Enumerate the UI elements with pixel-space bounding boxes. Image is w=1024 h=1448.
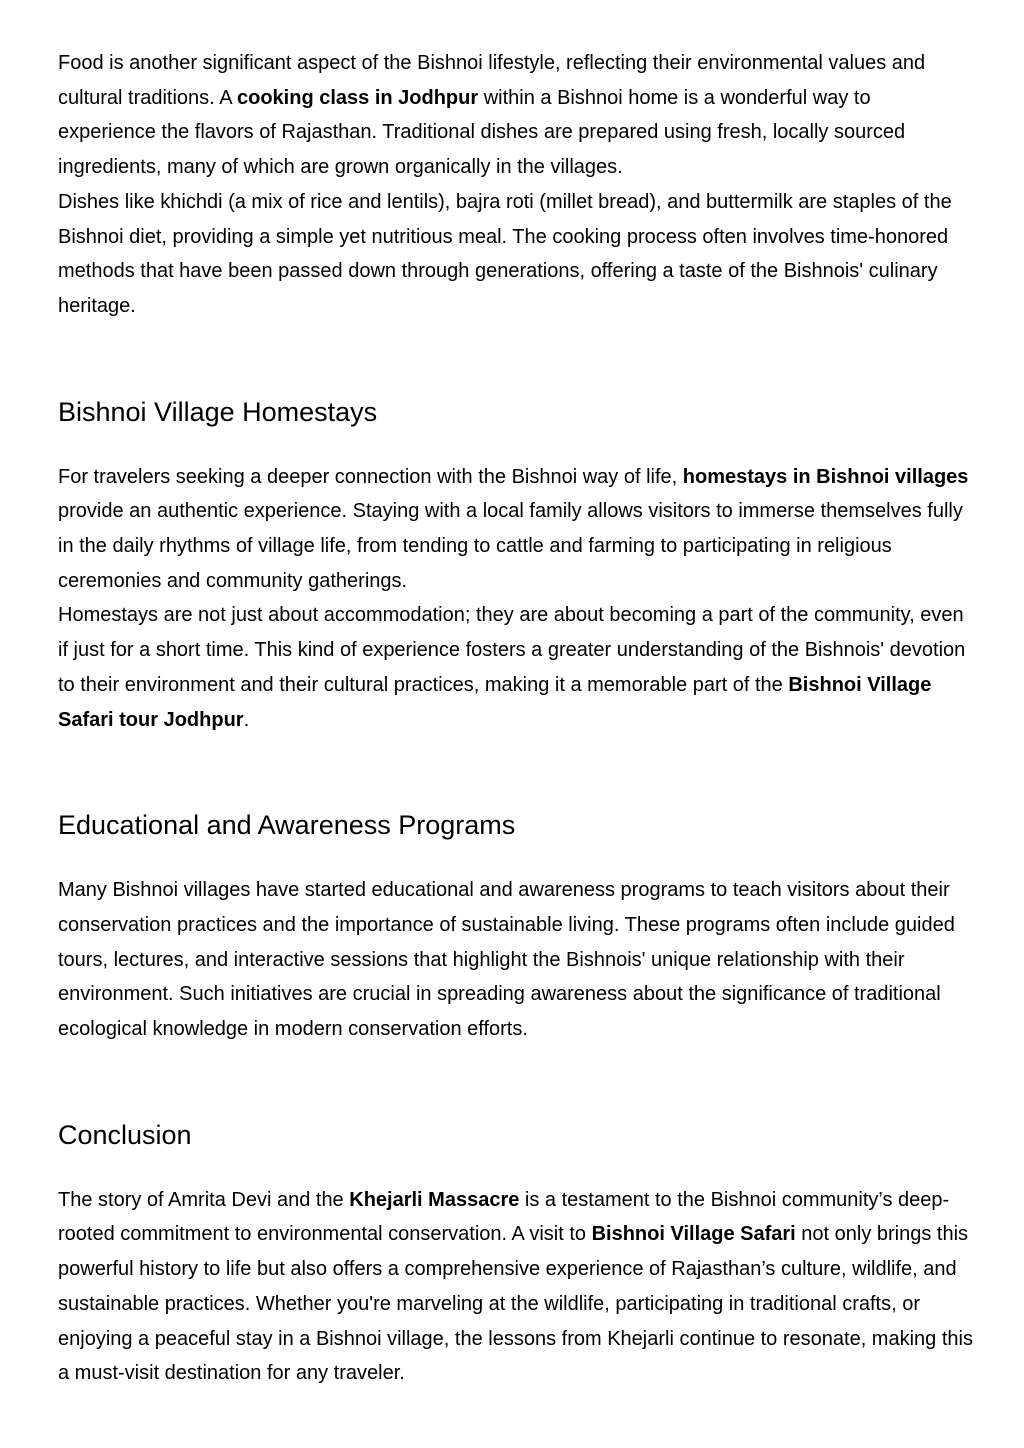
conclusion-heading: Conclusion [58, 1119, 192, 1150]
homestays-text-1c: provide an authentic experience. Staying with a local family allows visitors to immerse themselves fully in the daily rhythms of village life, from tending to cattle and farming to participating in religious ceremonies and community gatherings. [58, 500, 963, 592]
conclusion-section [58, 1118, 973, 1391]
homestays-phrase: homestays in Bishnoi villages [682, 465, 969, 488]
conclusion-paragraph-1 [58, 1183, 973, 1391]
conclusion-text-1c: is a testament to the Bishnoi community’s deep-rooted commitment to environmental conservation. A visit to [58, 1188, 950, 1246]
homestays-paragraph-2 [58, 598, 973, 737]
conclusion-text-1e: not only brings this powerful history to life but also offers a comprehensive experience of Rajasthan’s culture, wildlife, and sustainable practices. Whether you're marveling at the wildlife, participating in traditional crafts, or enjoying a peaceful stay in a Bishnoi village, the lessons from Khejarli continue to resonate, making this a must-visit destination for any traveler. [58, 1223, 973, 1385]
food-paragraph-2: Dishes like khichdi (a mix of rice and lentils), bajra roti (millet bread), and buttermilk are staples of the Bishnoi diet, providing a simple yet nutritious meal. The cooking process often involves time-honored methods that have been passed down through generations, offering a taste of the Bishnois' culinary heritage. [58, 190, 952, 317]
cooking-class-phrase: cooking class in Jodhpur [236, 86, 479, 109]
homestays-text-2a: Homestays are not just about accommodation; they are about becoming a part of the community, even if just for a short time. This kind of experience fosters a greater understanding of the Bishnois' devotion to their environment and their cultural practices, making it a memorable part of the [58, 604, 966, 696]
education-heading: Educational and Awareness Programs [58, 810, 516, 841]
education-section [58, 808, 973, 1047]
homestays-paragraph-1 [58, 460, 973, 599]
conclusion-text-1a: The story of Amrita Devi and the [58, 1188, 350, 1211]
food-section [58, 46, 973, 324]
homestays-text-2c: . [243, 708, 250, 731]
homestays-section [58, 395, 973, 738]
khejarli-massacre-phrase: Khejarli Massacre [349, 1188, 520, 1211]
homestays-text-1a: For travelers seeking a deeper connection with the Bishnoi way of life, [58, 465, 683, 488]
village-safari-phrase: Bishnoi Village Safari [591, 1223, 796, 1246]
food-text-1c: within a Bishnoi home is a wonderful way to experience the flavors of Rajasthan. Traditional dishes are prepared using fresh, locally sourced ingredients, many of which are grown organically in the villages. [58, 86, 906, 179]
document-page [58, 46, 973, 1391]
food-paragraph-1 [58, 46, 973, 185]
safari-tour-phrase: Bishnoi Village Safari tour Jodhpur [58, 673, 932, 731]
food-text-1a: Food is another significant aspect of the Bishnoi lifestyle, reflecting their environmental values and cultural traditions. A [58, 52, 926, 109]
education-paragraph-1: Many Bishnoi villages have started educational and awareness programs to teach visitors about their conservation practices and the importance of sustainable living. These programs often include guided tours, lectures, and interactive sessions that highlight the Bishnois' unique relationship with their environment. Such initiatives are crucial in spreading awareness about the significance of traditional ecological knowledge in modern conservation efforts. [58, 879, 955, 1041]
homestays-heading: Bishnoi Village Homestays [58, 396, 378, 427]
